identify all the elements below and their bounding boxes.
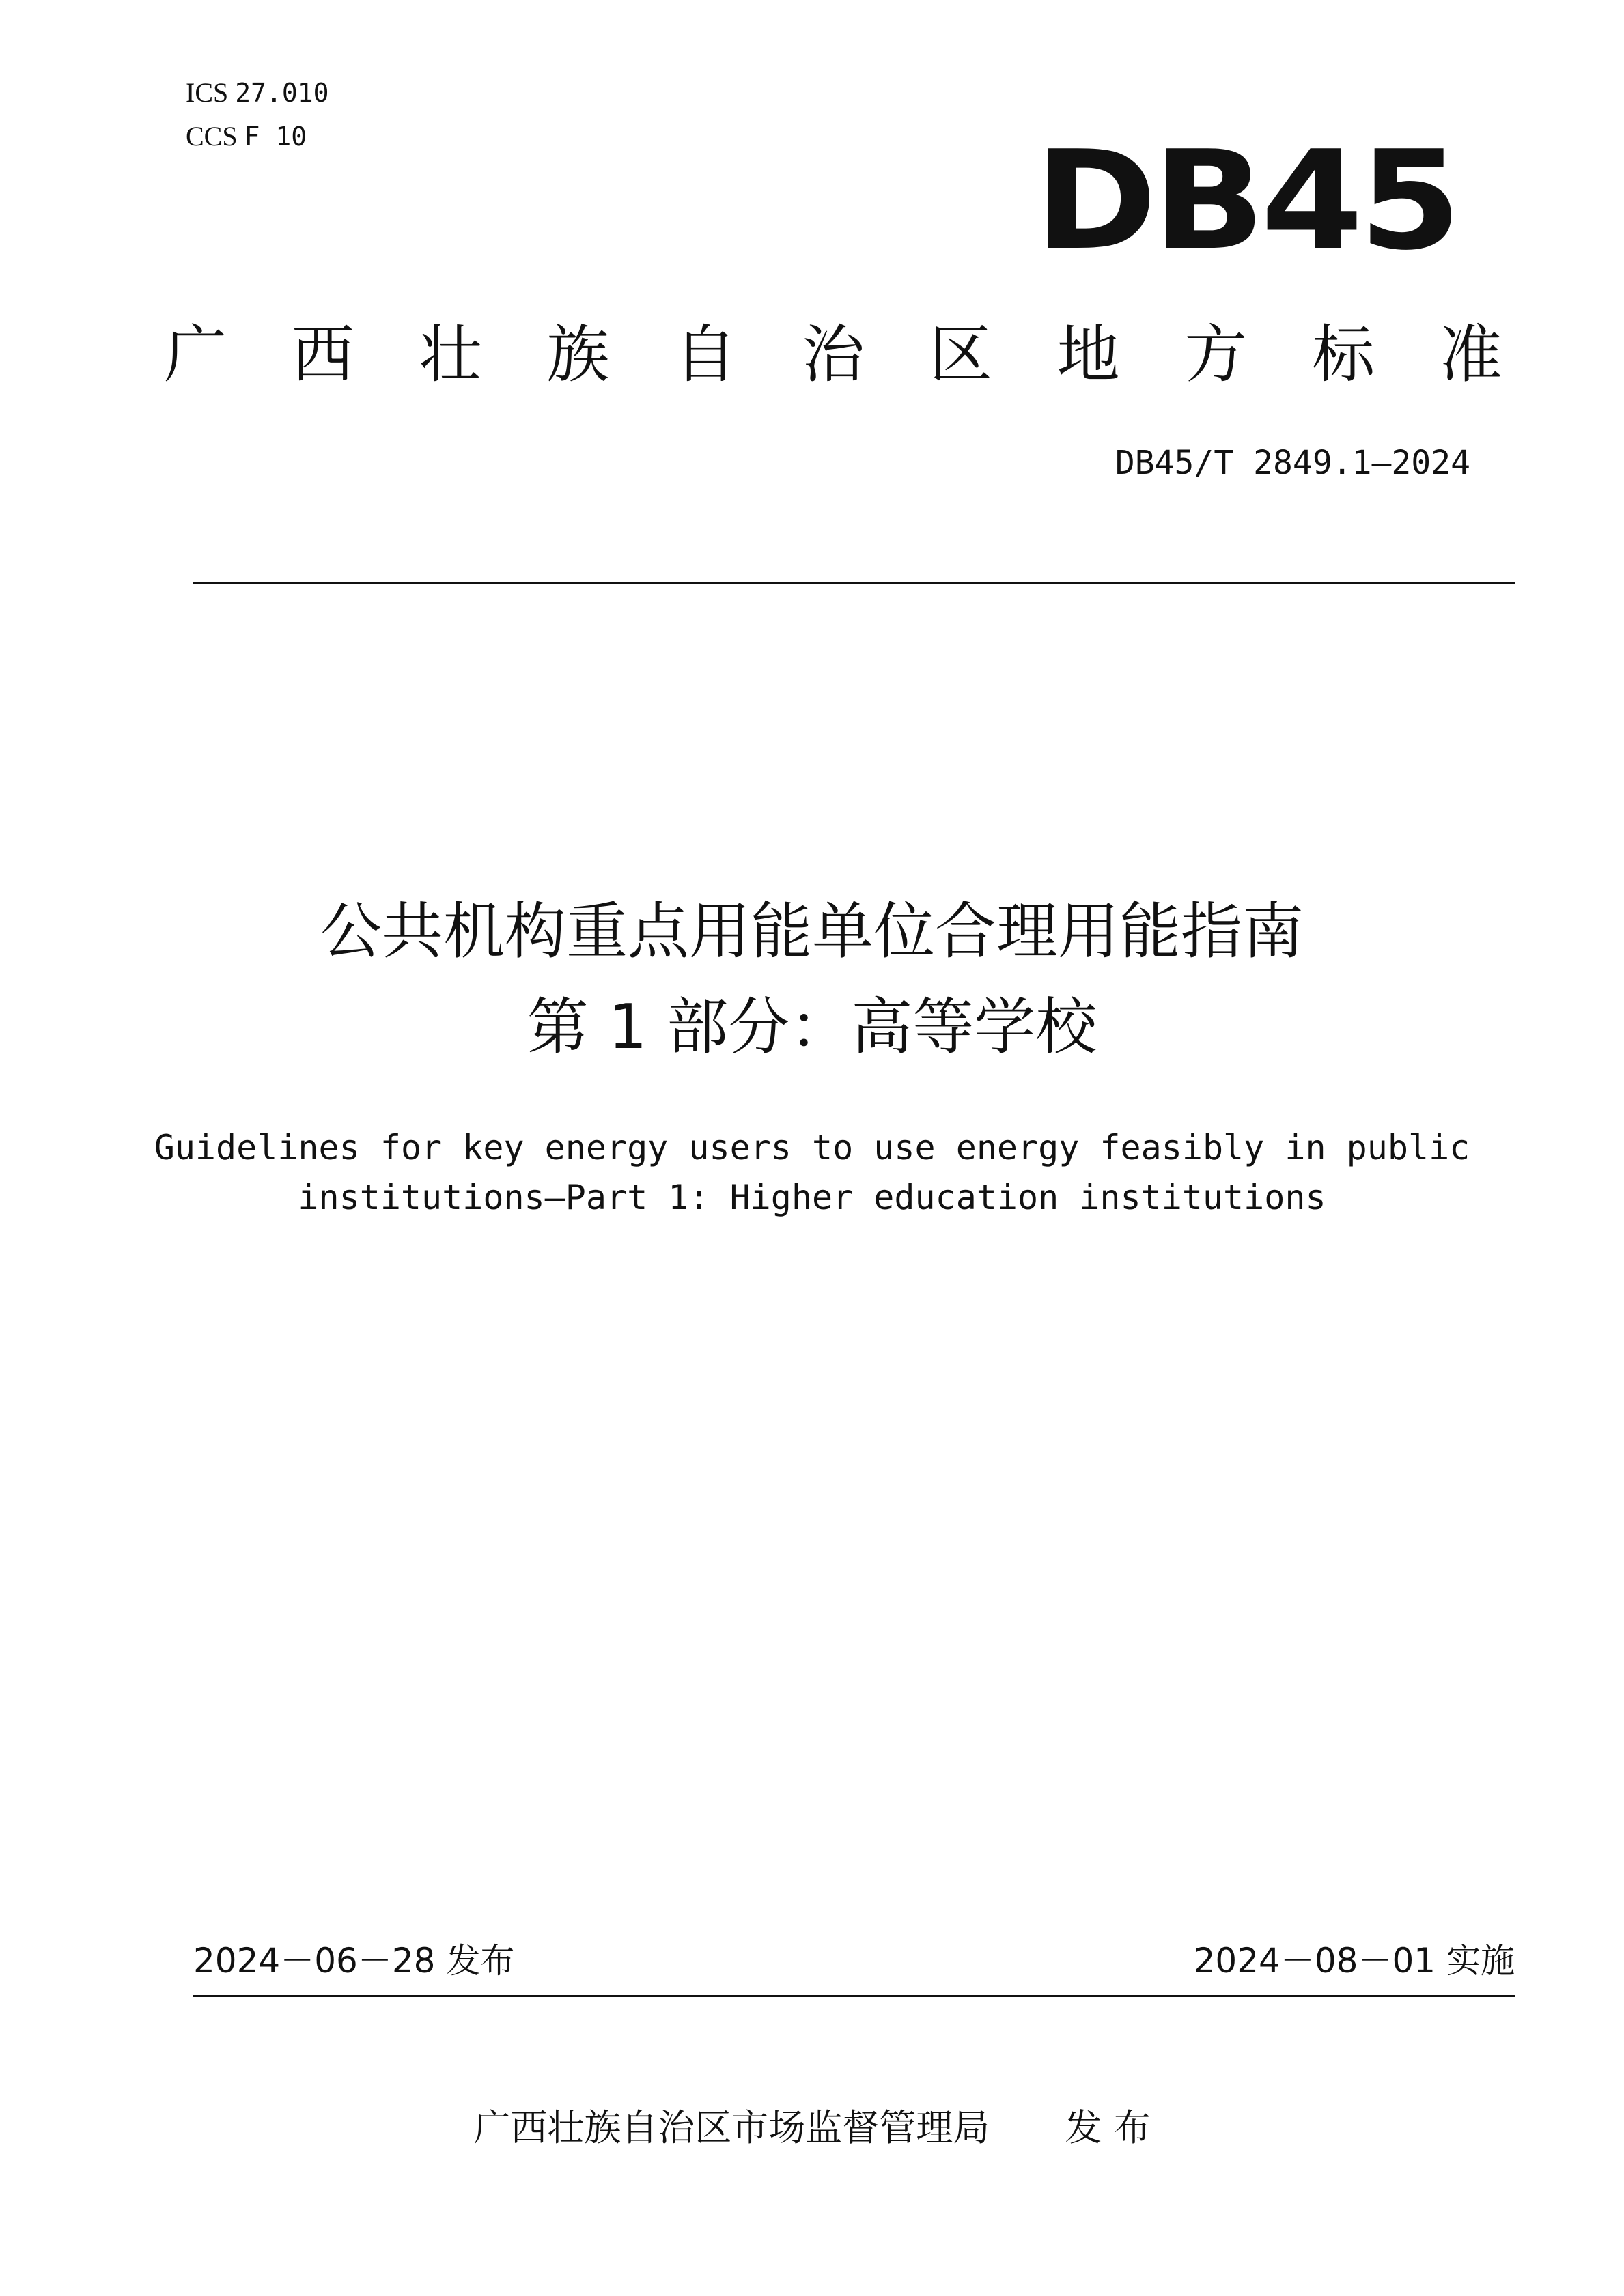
title-cn-line2: 第 1 部分：高等学校 xyxy=(527,991,1097,1063)
standard-type-char: 壮 xyxy=(419,318,482,391)
standard-type-char: 方 xyxy=(1184,318,1248,391)
ics-classification xyxy=(186,76,329,109)
release-date: 2024－06－28 发布 xyxy=(193,1941,515,1981)
publisher-line xyxy=(0,2104,1624,2152)
standard-type-heading xyxy=(164,317,1502,393)
ics-label: ICS xyxy=(186,77,229,108)
standard-type-char: 西 xyxy=(291,318,354,391)
title-en-line1: Guidelines for key energy users to use energy feasibly in public xyxy=(154,1128,1470,1167)
footer-divider xyxy=(193,1995,1515,1997)
db45-logo: DB45 xyxy=(1035,122,1457,281)
standard-type-char: 地 xyxy=(1056,318,1120,391)
standard-type-char: 族 xyxy=(546,318,610,391)
standard-type-char: 标 xyxy=(1312,318,1375,391)
standard-type-char: 准 xyxy=(1439,318,1502,391)
standard-type-char: 广 xyxy=(164,318,227,391)
ccs-label: CCS xyxy=(186,121,238,152)
header-divider xyxy=(193,582,1515,584)
ccs-code: F 10 xyxy=(244,122,307,152)
title-en-line2: institutions—Part 1: Higher education institutions xyxy=(298,1178,1326,1217)
ccs-classification xyxy=(186,120,307,153)
standard-type-char: 自 xyxy=(674,318,738,391)
publisher-name: 广西壮族自治区市场监督管理局 xyxy=(473,2106,990,2149)
ics-code: 27.010 xyxy=(235,78,329,108)
implementation-date: 2024－08－01 实施 xyxy=(1193,1941,1515,1981)
standard-number: DB45/T 2849.1—2024 xyxy=(1115,444,1470,482)
publisher-action: 发 布 xyxy=(1065,2106,1151,2149)
standard-type-char: 治 xyxy=(801,318,865,391)
standard-type-char: 区 xyxy=(929,318,992,391)
title-cn-line1: 公共机构重点用能单位合理用能指南 xyxy=(320,896,1304,967)
